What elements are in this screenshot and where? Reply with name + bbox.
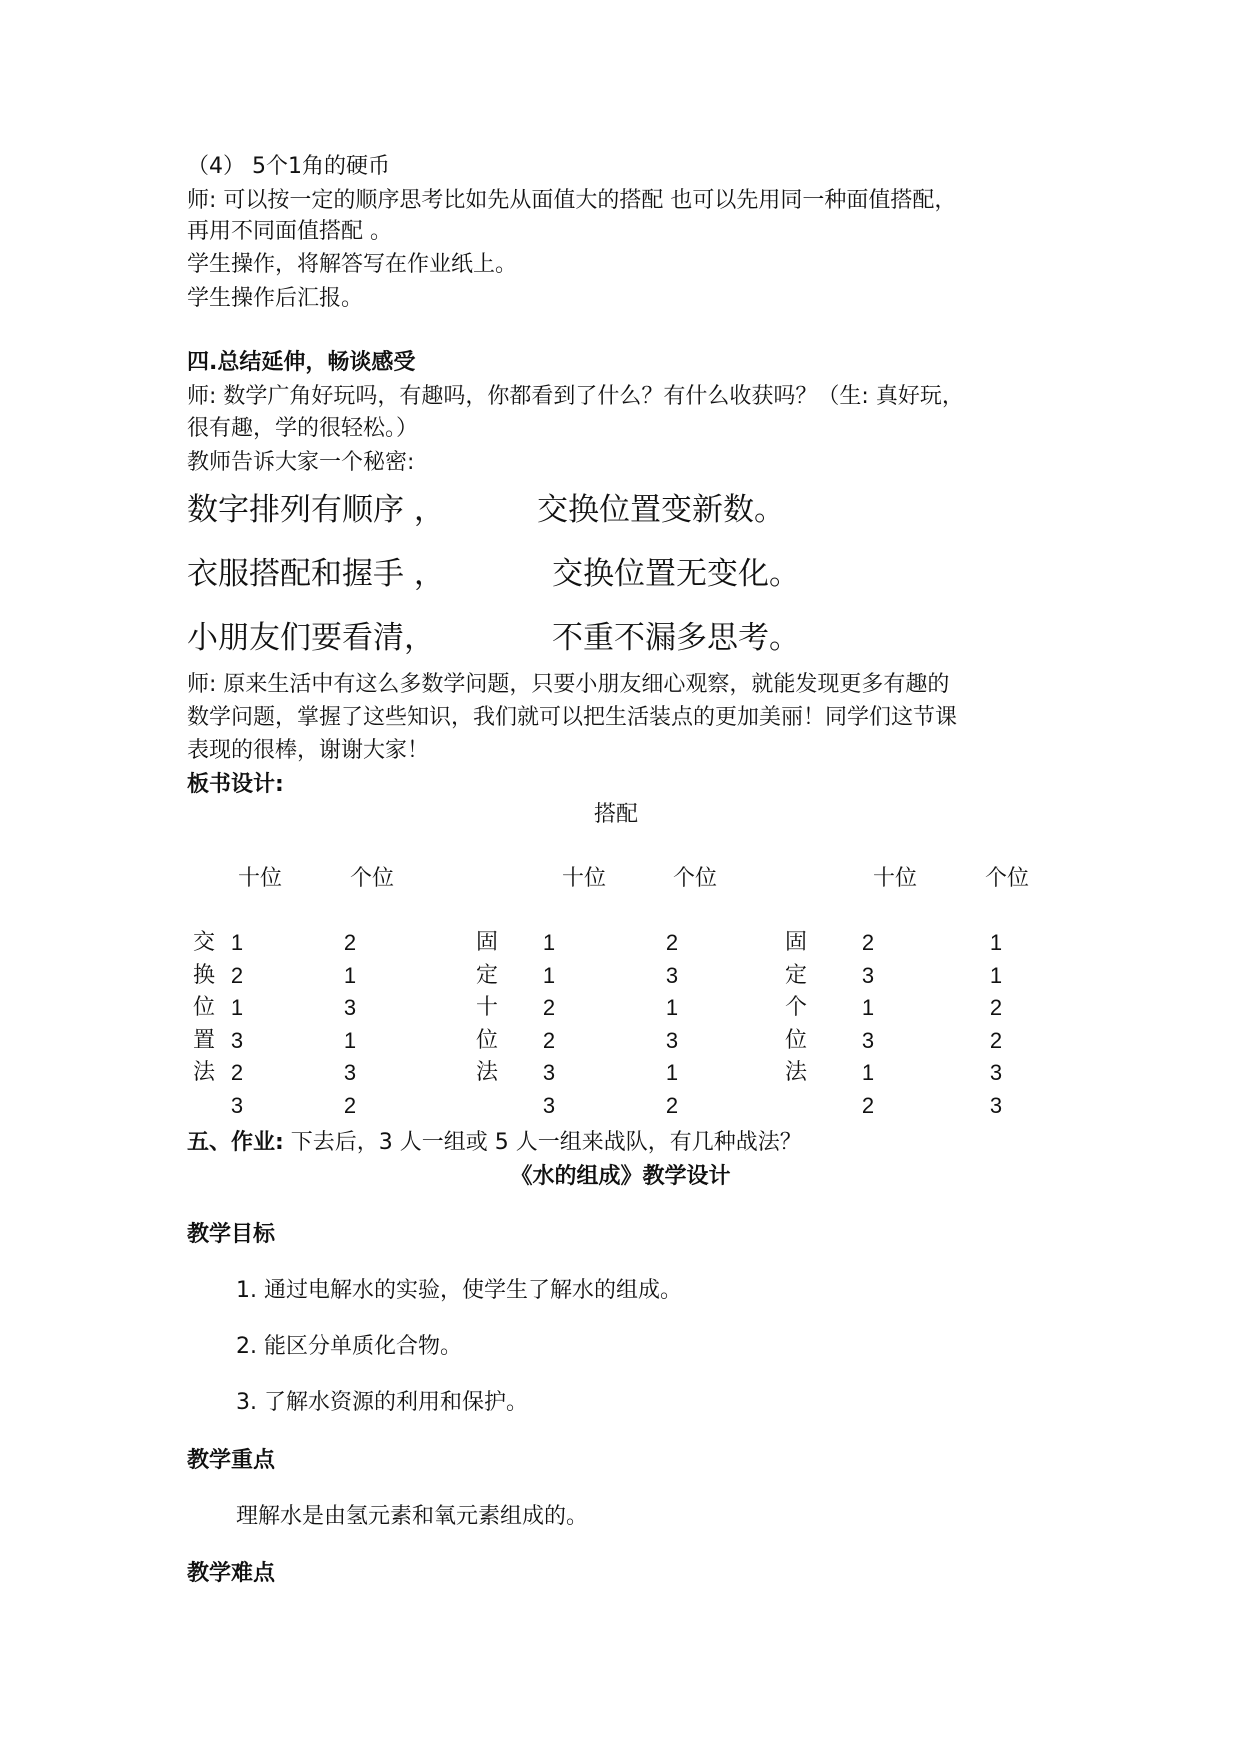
group-3-tens-digit: 1 — [861, 995, 875, 1020]
group-2-label-char: 法 — [475, 1060, 498, 1085]
group-1-label-char: 法 — [192, 1060, 215, 1085]
homework-text: 下去后，3 人一组或 5 人一组来战队，有几种战法？ — [283, 1130, 802, 1155]
homework-heading: 五、作业: — [187, 1130, 284, 1155]
key-point-heading: 教学重点 — [187, 1448, 276, 1473]
group-3-tens-digit: 2 — [861, 930, 875, 955]
group-3-label-char: 个 — [784, 995, 807, 1020]
group-1-tens-digit: 1 — [230, 995, 244, 1020]
group-2-ones-digit: 1 — [665, 1060, 679, 1085]
group-2-tens-digit: 1 — [542, 930, 556, 955]
student-operation: 学生操作，将解答写在作业纸上。 — [187, 252, 518, 277]
student-report: 学生操作后汇报。 — [187, 286, 364, 311]
group-3-label-char: 定 — [784, 962, 807, 988]
water-lesson-title: 《水的组成》教学设计 — [510, 1164, 731, 1189]
difficulty-heading: 教学难点 — [187, 1561, 276, 1586]
group-1-label-char: 位 — [192, 995, 215, 1020]
group-1-ones-digit: 1 — [343, 962, 357, 988]
board-heading: 板书设计: — [187, 772, 284, 797]
closing-line-3: 表现的很棒，谢谢大家！ — [187, 738, 430, 763]
group-1-label-char: 交 — [192, 930, 215, 955]
group-1-ones-digit: 2 — [343, 1092, 357, 1118]
group-1-tens-digit: 3 — [230, 1092, 244, 1118]
group-1-ones-digit: 3 — [343, 1060, 357, 1085]
teacher-question-line-2: 很有趣，学的很轻松。） — [187, 416, 419, 441]
closing-line-1: 师: 原来生活中有这么多数学问题，只要小朋友细心观察，就能发现更多有趣的 — [187, 672, 950, 697]
group-2-tens-digit: 1 — [542, 962, 556, 988]
group-3-tens-digit: 3 — [861, 962, 875, 988]
group-1-tens-digit: 1 — [230, 930, 244, 955]
goals-heading: 教学目标 — [187, 1222, 276, 1247]
group-2-ones-digit: 1 — [665, 995, 679, 1020]
section-4-heading: 四.总结延伸，畅谈感受 — [187, 350, 416, 375]
group-2-ones-digit: 3 — [665, 1027, 679, 1053]
group-2-header-tens: 十位 — [562, 866, 607, 891]
group-3-ones-digit: 1 — [989, 962, 1003, 988]
teacher-hint-line-1: 师: 可以按一定的顺序思考比如先从面值大的搭配 也可以先用同一种面值搭配， — [187, 188, 957, 213]
rhyme-line-3-left: 小朋友们要看清， — [187, 620, 435, 656]
item-4-coins: （4） 5个1角的硬币 — [187, 154, 390, 179]
group-2-tens-digit: 3 — [542, 1060, 556, 1085]
group-3-ones-digit: 1 — [989, 930, 1003, 955]
rhyme-line-2-right: 交换位置无变化。 — [552, 556, 800, 592]
group-3-header-tens: 十位 — [873, 866, 918, 891]
rhyme-line-2-left: 衣服搭配和握手 ， — [187, 556, 445, 592]
goal-item-1: 1. 通过电解水的实验，使学生了解水的组成。 — [236, 1278, 682, 1303]
group-2-tens-digit: 2 — [542, 995, 556, 1020]
group-1-ones-digit: 1 — [343, 1027, 357, 1053]
rhyme-line-1-left: 数字排列有顺序 ， — [187, 492, 445, 528]
group-3-ones-digit: 2 — [989, 995, 1003, 1020]
group-1-label-char: 置 — [192, 1027, 215, 1053]
group-1-ones-digit: 2 — [343, 930, 357, 955]
group-1-tens-digit: 3 — [230, 1027, 244, 1053]
group-3-ones-digit: 3 — [989, 1092, 1003, 1118]
teacher-question-line-1: 师: 数学广角好玩吗，有趣吗，你都看到了什么？有什么收获吗？（生: 真好玩， — [187, 384, 964, 409]
group-1-header-tens: 十位 — [238, 866, 283, 891]
group-2-label-char: 定 — [475, 962, 498, 988]
rhyme-line-3-right: 不重不漏多思考。 — [552, 620, 800, 656]
group-2-ones-digit: 2 — [665, 930, 679, 955]
rhyme-line-1-right: 交换位置变新数。 — [537, 492, 785, 528]
group-2-ones-digit: 2 — [665, 1092, 679, 1118]
goal-item-2: 2. 能区分单质化合物。 — [236, 1334, 462, 1359]
group-3-tens-digit: 1 — [861, 1060, 875, 1085]
group-2-header-ones: 个位 — [673, 866, 718, 891]
group-2-label-char: 固 — [475, 930, 498, 955]
group-2-label-char: 位 — [475, 1027, 498, 1053]
group-3-ones-digit: 2 — [989, 1027, 1003, 1053]
group-1-tens-digit: 2 — [230, 1060, 244, 1085]
group-2-label-char: 十 — [475, 995, 498, 1020]
secret-intro: 教师告诉大家一个秘密: — [187, 450, 415, 475]
group-1-ones-digit: 3 — [343, 995, 357, 1020]
group-3-ones-digit: 3 — [989, 1060, 1003, 1085]
group-2-ones-digit: 3 — [665, 962, 679, 988]
group-2-tens-digit: 2 — [542, 1027, 556, 1053]
group-3-header-ones: 个位 — [985, 866, 1030, 891]
group-2-tens-digit: 3 — [542, 1092, 556, 1118]
goal-item-3: 3. 了解水资源的利用和保护。 — [236, 1390, 528, 1415]
board-title: 搭配 — [594, 802, 639, 827]
group-3-label-char: 法 — [784, 1060, 807, 1085]
group-3-tens-digit: 3 — [861, 1027, 875, 1053]
teacher-hint-line-2: 再用不同面值搭配 。 — [187, 219, 392, 244]
group-1-tens-digit: 2 — [230, 962, 244, 988]
group-3-label-char: 固 — [784, 930, 807, 955]
group-3-label-char: 位 — [784, 1027, 807, 1053]
key-point-text: 理解水是由氢元素和氧元素组成的。 — [236, 1504, 589, 1529]
group-3-tens-digit: 2 — [861, 1092, 875, 1118]
homework-line — [187, 1126, 802, 1159]
group-1-label-char: 换 — [192, 962, 215, 988]
closing-line-2: 数学问题，掌握了这些知识，我们就可以把生活装点的更加美丽！同学们这节课 — [187, 705, 958, 730]
group-1-header-ones: 个位 — [350, 866, 395, 891]
